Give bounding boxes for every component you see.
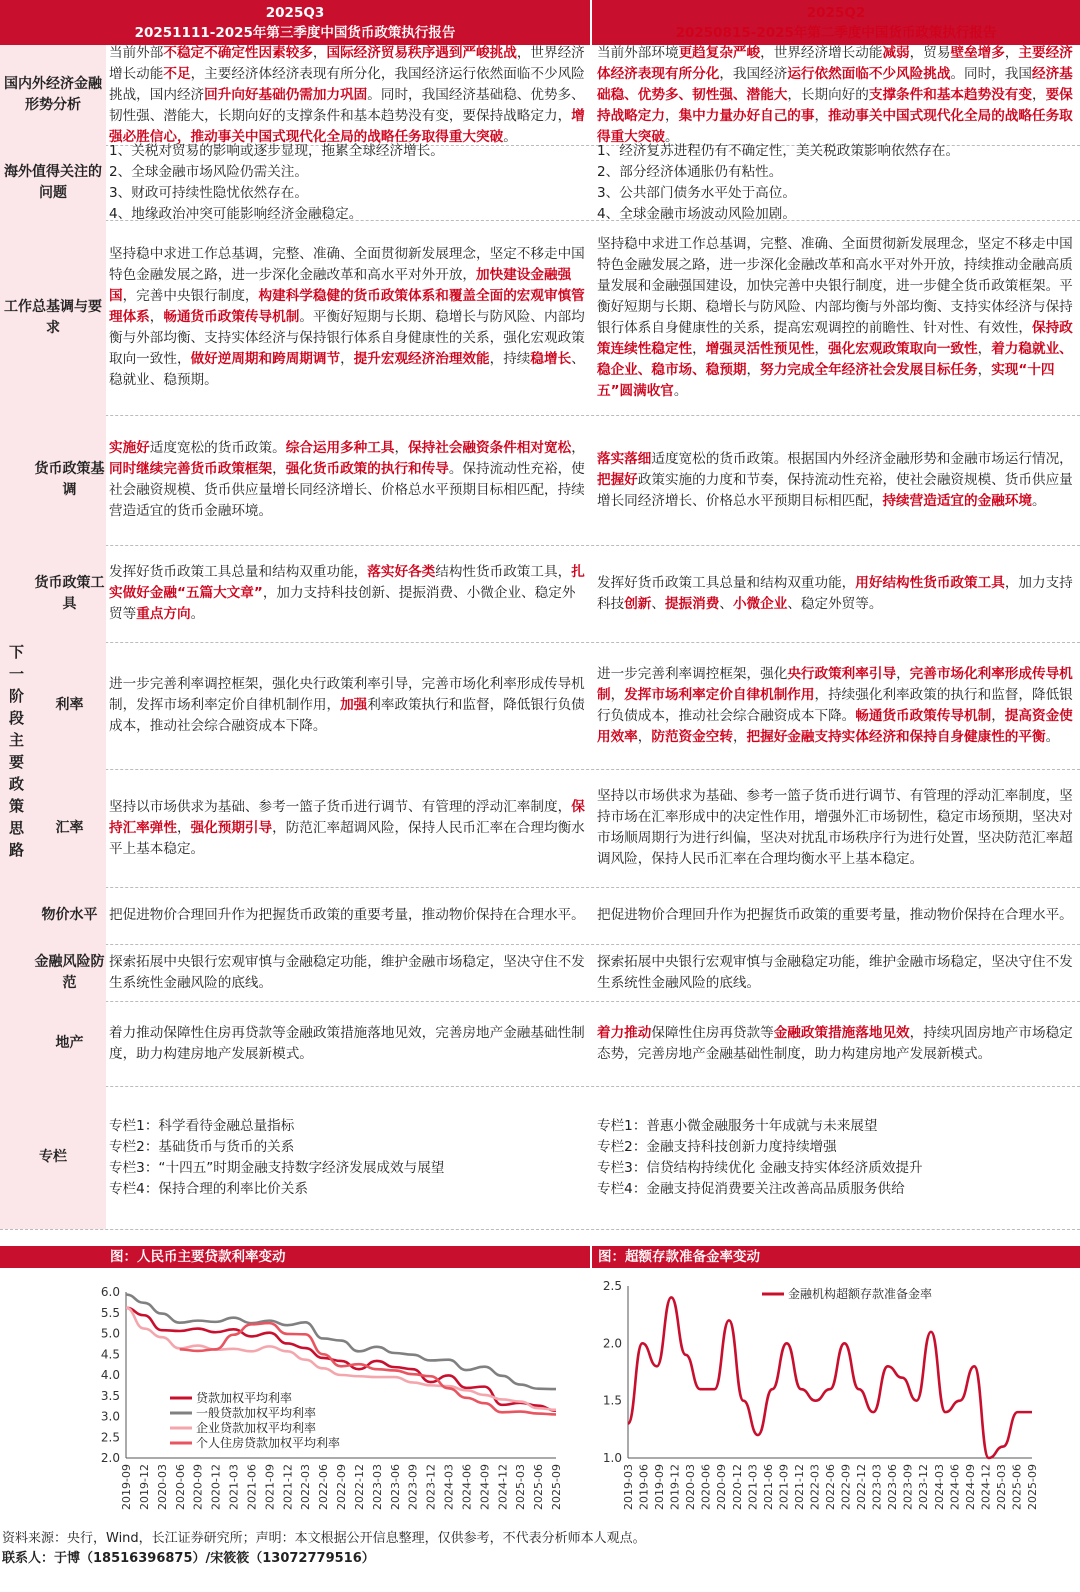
- highlight-text: 金融政策措施落地见效: [773, 1024, 910, 1041]
- legend-label: 贷款加权平均利率: [196, 1391, 293, 1405]
- body-text: ，: [176, 819, 191, 836]
- highlight-text: 运行依然面临不少风险挑战: [787, 65, 951, 82]
- q2-cell: [597, 1086, 1075, 1229]
- x-tick-label: 2023-12: [424, 1464, 438, 1510]
- highlight-text: 支撑条件和基本趋势没有变: [868, 86, 1032, 103]
- y-tick-label: 2.5: [602, 1279, 622, 1293]
- table-row: [0, 769, 1080, 888]
- highlight-text: 畅通货币政策传导机制: [855, 707, 992, 724]
- x-tick-label: 2019-09: [653, 1464, 667, 1510]
- body-text: 进一步完善利率调控框架，强化: [597, 665, 788, 682]
- header-right-quarter: 2025Q2: [806, 5, 866, 21]
- q2-cell: [597, 1001, 1075, 1086]
- highlight-text: 增强灵活性预见性: [705, 340, 815, 357]
- highlight-text: 用好结构性货币政策工具: [855, 574, 1005, 591]
- series-line: [628, 1297, 1032, 1458]
- highlight-text: 着力稳就业、稳企业、稳市场、稳预期: [597, 340, 1073, 378]
- row-label: 海外值得关注的问题: [0, 145, 106, 220]
- body-text: 发挥好货币政策工具总量和结构双重功能，: [109, 564, 368, 580]
- body-text: ，主要经济体经济表现有所分化，我国经济运行依然面临不少风险挑战，国内经济: [109, 65, 585, 103]
- highlight-text: 增强必胜信心，推动事关中国式现代化全局的战略任务取得重大突破: [109, 107, 585, 145]
- chart-left-title: 图：人民币主要贷款利率变动: [0, 1246, 590, 1268]
- highlight-text: 扎实做好金融“五篇大文章”: [109, 564, 585, 601]
- x-tick-label: 2024-06: [460, 1464, 474, 1510]
- x-tick-label: 2020-12: [730, 1464, 744, 1510]
- q2-cell: [597, 944, 1075, 1001]
- body-text: ，: [896, 665, 910, 682]
- x-tick-label: 2019-09: [120, 1464, 133, 1510]
- highlight-text: 综合运用多种工具: [285, 440, 395, 456]
- q2-cell: [597, 220, 1075, 415]
- q3-cell: [109, 142, 585, 222]
- row-label: 汇率: [33, 769, 106, 887]
- x-tick-label: 2024-03: [932, 1464, 946, 1510]
- x-tick-label: 2023-09: [901, 1464, 915, 1510]
- x-tick-label: 2020-09: [191, 1464, 205, 1510]
- body-text: 。同时，我国: [950, 65, 1032, 82]
- highlight-text: 做好逆周期和跨周期调节: [190, 351, 341, 367]
- row-label: 利率: [33, 642, 106, 769]
- body-text: 把促进物价合理回升作为把握货币政策的重要考量，推动物价保持在合理水平。: [109, 907, 585, 923]
- highlight-text: 不稳定不确定性因素较多: [163, 44, 313, 61]
- highlight-text: 强化货币政策的执行和传导: [285, 461, 449, 477]
- x-tick-label: 2022-06: [317, 1464, 331, 1510]
- body-text: 。: [1032, 492, 1046, 509]
- q2-cell: [597, 769, 1075, 887]
- highlight-text: 集中力量办好自己的事: [678, 107, 815, 124]
- body-text: ，持续强化利率政策的执行和监督，降低银行负债成本，推动社会综合融资成本下降。: [597, 686, 1073, 724]
- q3-cell: [109, 45, 585, 145]
- q2-cell: [597, 415, 1075, 545]
- table-row: [0, 642, 1080, 770]
- body-text: 进一步完善利率调控框架，强化央行政策利率引导，完善市场化利率形成传导机制，发挥市场利率定价自律机制作用，: [109, 676, 585, 713]
- loan-rate-chart: [0, 1270, 590, 1525]
- body-text: 。保持流动性充裕，使社会融资规模、货币供应量增长同经济增长、价格总水平预期目标相匹配，持续营造适宜的货币金融环境。: [109, 461, 585, 519]
- x-tick-label: 2021-03: [746, 1464, 760, 1510]
- row-label: 地产: [33, 1001, 106, 1086]
- q2-cell: [597, 142, 1075, 222]
- highlight-text: 重点方向: [136, 606, 191, 622]
- table-row: [0, 1086, 1080, 1230]
- body-text: 1、经济复苏进程仍有不确定性，美关税政策影响依然存在。 2、部分经济体通胀仍有粘性。 3、公共部门债务水平处于高位。 4、全球金融市场波动风险加剧。: [597, 142, 960, 222]
- q3-cell: [109, 220, 585, 415]
- contact-info: 联系人：于博（18516396875）/宋筱筱（13072779516）: [2, 1551, 375, 1566]
- x-tick-label: 2019-12: [137, 1464, 151, 1510]
- body-text: 专栏1：普惠小微金融服务十年成就与未来展望 专栏2：金融支持科技创新力度持续增强 专栏3：信贷结构持续优化 金融支持实体经济质效提升 专栏4：金融支持促消费要关注改善高品质服务供给: [597, 1117, 923, 1197]
- highlight-text: 经济基础稳、优势多、韧性强、潜能大: [597, 65, 1073, 103]
- x-tick-label: 2025-06: [532, 1464, 546, 1510]
- body-text: 专栏1：科学看待金融总量指标 专栏2：基础货币与货币的关系 专栏3：“十四五”时期金融支持数字经济发展成效与展望 专栏4：保持合理的利率比价关系: [109, 1117, 445, 1197]
- body-text: 发挥好货币政策工具总量和结构双重功能，: [597, 574, 856, 591]
- x-tick-label: 2021-12: [281, 1464, 295, 1510]
- highlight-text: 不足: [163, 65, 191, 82]
- body-text: ，: [732, 728, 747, 745]
- source-note: 资料来源：央行，Wind，长江证券研究所；声明：本文根据公开信息整理，仅供参考，不代表分析师本人观点。: [2, 1531, 646, 1546]
- highlight-text: 着力推动: [597, 1024, 652, 1041]
- q3-cell: [109, 769, 585, 887]
- body-text: 结构性货币政策工具，: [435, 564, 572, 580]
- highlight-text: 提高资金使用效率: [597, 707, 1073, 745]
- highlight-text: 持续营造适宜的金融环境: [882, 492, 1032, 509]
- body-text: ，: [571, 440, 585, 456]
- body-text: ，: [664, 107, 679, 124]
- body-text: ，加力支持科技创新、提振消费、小微企业、稳定外贸等: [109, 585, 576, 622]
- body-text: ，世界经济增长动能: [760, 44, 883, 61]
- body-text: 、稳定外贸等。: [787, 595, 883, 612]
- x-tick-label: 2021-09: [777, 1464, 791, 1510]
- body-text: ，: [1004, 44, 1019, 61]
- x-tick-label: 2024-12: [496, 1464, 510, 1510]
- body-text: 当前外部: [109, 44, 164, 61]
- x-tick-label: 2023-06: [388, 1464, 402, 1510]
- body-text: ，防范汇率超调风险，保持人民币汇率在合理均衡水平上基本稳定。: [109, 819, 585, 857]
- highlight-text: 要保持战略定力: [597, 86, 1073, 124]
- x-tick-label: 2020-06: [173, 1464, 187, 1510]
- x-tick-label: 2019-03: [622, 1464, 635, 1510]
- body-text: ，: [977, 340, 992, 357]
- header-left: [0, 0, 590, 45]
- body-text: 适度宽松的货币政策。根据国内外经济金融形势和金融市场运行情况，: [651, 450, 1073, 467]
- x-tick-label: 2021-06: [245, 1464, 259, 1510]
- x-tick-label: 2019-06: [637, 1464, 651, 1510]
- y-tick-label: 4.0: [100, 1368, 120, 1382]
- highlight-text: 小微企业: [732, 595, 788, 612]
- q2-cell: [597, 642, 1075, 769]
- highlight-text: 壁垒增多: [950, 44, 1005, 61]
- highlight-text: 加强: [340, 697, 368, 713]
- highlight-text: 更趋复杂严峻: [678, 44, 761, 61]
- x-tick-label: 2023-09: [406, 1464, 420, 1510]
- highlight-text: 加快建设金融强国: [109, 267, 572, 304]
- highlight-text: 强化宏观政策取向一致性: [828, 340, 978, 357]
- q2-cell: [597, 545, 1075, 642]
- x-tick-label: 2024-09: [478, 1464, 492, 1510]
- highlight-text: 落实好各类: [367, 564, 436, 580]
- body-text: 、稳就业、稳预期。: [109, 351, 585, 388]
- body-text: ，持续巩固房地产市场稳定态势，完善房地产金融基础性制度，助力构建房地产发展新模式。: [597, 1024, 1073, 1062]
- x-tick-label: 2025-03: [994, 1464, 1008, 1510]
- x-tick-label: 2022-12: [352, 1464, 366, 1510]
- q3-cell: [109, 1001, 585, 1086]
- x-tick-label: 2025-06: [1010, 1464, 1024, 1510]
- body-text: ，世界经济增长动能: [109, 44, 585, 82]
- body-text: 。平衡好短期与长期、稳增长与防风险、内部均衡与外部均衡、支持实体经济与保持银行体系自身健康性的关系，强化宏观政策取向一致性，: [109, 309, 585, 367]
- table-row: [0, 944, 1080, 1002]
- y-tick-label: 2.5: [100, 1430, 120, 1445]
- x-tick-label: 2023-06: [886, 1464, 900, 1510]
- body-text: ，: [637, 728, 652, 745]
- header-right: [592, 0, 1080, 45]
- table-row: [0, 142, 1080, 222]
- highlight-text: 把握好: [597, 471, 638, 488]
- x-tick-label: 2020-03: [155, 1464, 169, 1510]
- y-tick-label: 3.5: [100, 1388, 120, 1403]
- body-text: 当前外部环境: [597, 44, 679, 61]
- x-tick-label: 2025-03: [514, 1464, 528, 1510]
- x-tick-label: 2021-06: [761, 1464, 775, 1510]
- body-text: ，: [1032, 86, 1046, 103]
- x-tick-label: 2022-03: [299, 1464, 313, 1510]
- x-tick-label: 2025-09: [1026, 1464, 1039, 1510]
- row-label: 货币政策工具: [33, 545, 106, 642]
- body-text: 。: [664, 128, 679, 145]
- body-text: 、: [719, 595, 733, 612]
- y-tick-label: 6.0: [100, 1285, 120, 1299]
- body-text: ，持续: [489, 351, 531, 367]
- body-text: 坚持以市场供求为基础、参考一篮子货币进行调节、有管理的浮动汇率制度，: [109, 798, 572, 815]
- y-tick-label: 5.0: [100, 1326, 120, 1341]
- body-text: ，: [814, 107, 829, 124]
- body-text: 。: [673, 382, 688, 399]
- y-tick-label: 2.0: [100, 1451, 120, 1465]
- x-tick-label: 2022-09: [335, 1464, 348, 1510]
- q3-cell: [109, 887, 585, 944]
- body-text: ，长期向好的: [787, 86, 869, 103]
- body-text: 利率政策执行和监督，降低银行负债成本，推动社会综合融资成本下降。: [109, 697, 585, 734]
- highlight-text: 完善市场化利率形成传导机制: [597, 665, 1073, 703]
- body-text: ，: [692, 340, 706, 357]
- q3-cell: [109, 545, 585, 642]
- excess-reserve-chart: [592, 1270, 1080, 1525]
- body-text: 着力推动保障性住房再贷款等金融政策措施落地见效，完善房地产金融基础性制度，助力构建房地产发展新模式。: [109, 1024, 585, 1062]
- chart-right-title: 图：超额存款准备金率变动: [592, 1246, 1080, 1268]
- highlight-text: 发挥市场利率定价自律机制作用: [624, 686, 815, 703]
- body-text: ，加力支持科技: [597, 574, 1073, 612]
- body-text: ，: [746, 361, 761, 378]
- body-text: ，: [149, 309, 164, 325]
- q3-cell: [109, 1086, 585, 1229]
- highlight-text: 提振消费: [664, 595, 720, 612]
- body-text: ，: [977, 361, 992, 378]
- table-row: [0, 1001, 1080, 1087]
- x-tick-label: 2020-12: [209, 1464, 223, 1510]
- y-tick-label: 1.0: [602, 1451, 622, 1465]
- body-text: ，我国经济: [719, 65, 788, 82]
- legend-label: 金融机构超额存款准备金率: [788, 1287, 933, 1301]
- body-text: 、: [651, 595, 665, 612]
- table-row: [0, 887, 1080, 945]
- highlight-text: 回升向好基础仍需加力巩固: [204, 86, 368, 103]
- x-tick-label: 2019-12: [668, 1464, 682, 1510]
- q2-cell: [597, 887, 1075, 944]
- highlight-text: 央行政策利率引导: [787, 665, 897, 682]
- body-text: ，完善中央银行制度，: [122, 288, 259, 304]
- row-label: 专栏: [0, 1086, 106, 1229]
- highlight-text: 稳增长: [530, 351, 572, 367]
- header-left-title: 20251111-2025年第三季度中国货币政策执行报告: [134, 25, 456, 41]
- x-tick-label: 2024-12: [979, 1464, 993, 1510]
- y-tick-label: 5.5: [100, 1305, 120, 1320]
- body-text: 。: [503, 128, 517, 145]
- row-label: 金融风险防范: [33, 944, 106, 1001]
- table-row: [0, 220, 1080, 416]
- body-text: 坚持以市场供求为基础、参考一篮子货币进行调节、有管理的浮动汇率制度，坚持市场在汇率形成中的决定性作用，增强外汇市场韧性，稳定市场预期，坚决对市场顺周期行为进行纠偏，坚决对扰乱市场秩序行为进行处置，坚决防范汇率超调风险，保持人民币汇率在合理均衡水平上基本稳定。: [597, 788, 1073, 867]
- y-tick-label: 3.0: [100, 1409, 120, 1424]
- x-tick-label: 2022-12: [855, 1464, 869, 1510]
- x-tick-label: 2022-03: [808, 1464, 822, 1510]
- highlight-text: 实现“十四五”圆满收官: [597, 361, 1055, 399]
- row-label: 国内外经济金融形势分析: [0, 45, 106, 145]
- highlight-text: 国际经济贸易秩序遇到严峻挑战: [326, 44, 517, 61]
- body-text: 1、关税对贸易的影响或逐步显现，拖累全球经济增长。 2、全球金融市场风险仍需关注。 3、财政可持续性隐忧依然存在。 4、地缘政治冲突可能影响经济金融稳定。: [109, 142, 444, 222]
- highlight-text: 防范资金空转: [651, 728, 733, 745]
- x-tick-label: 2022-09: [839, 1464, 853, 1510]
- highlight-text: 推动事关中国式现代化全局的战略任务取得重大突破: [597, 107, 1073, 145]
- row-label: 货币政策基调: [33, 415, 106, 545]
- highlight-text: 把握好金融支持实体经济和保持自身健康性的平衡: [746, 728, 1046, 745]
- body-text: 。: [190, 606, 205, 622]
- body-text: 适度宽松的货币政策。: [149, 440, 286, 456]
- header-right-title: 20250815-2025年第二季度中国货币政策执行报告: [675, 25, 997, 41]
- q2-cell: [597, 45, 1075, 145]
- body-text: 。同时，我国经济基础稳、优势多、韧性强、潜能大，长期向好的支撑条件和基本趋势没有变，要保持战略定力，: [109, 86, 585, 124]
- body-text: ，: [312, 44, 327, 61]
- body-text: ，: [394, 440, 409, 456]
- table-row: [0, 545, 1080, 643]
- table-row: [0, 415, 1080, 546]
- body-text: 坚持稳中求进工作总基调，完整、准确、全面贯彻新发展理念，坚定不移走中国特色金融发展之路，进一步深化金融改革和高水平对外开放，: [109, 246, 585, 283]
- y-tick-label: 1.5: [602, 1393, 622, 1408]
- legend-label: 一般贷款加权平均利率: [196, 1406, 317, 1420]
- body-text: ，: [991, 707, 1005, 724]
- legend-label: 个人住房贷款加权平均利率: [196, 1436, 341, 1450]
- vertical-section-label: 下 一 阶 段 主 要 政 策 思 路: [0, 415, 33, 1086]
- highlight-text: 同时继续完善货币政策框架: [109, 461, 273, 477]
- x-tick-label: 2021-09: [263, 1464, 277, 1510]
- x-tick-label: 2024-06: [948, 1464, 962, 1510]
- body-text: 政策实施的力度和节奏，保持流动性充裕，使社会融资规模、货币供应量增长同经济增长、价格总水平预期目标相匹配，: [597, 471, 1073, 509]
- y-tick-label: 2.0: [602, 1336, 622, 1351]
- body-text: ，: [272, 461, 286, 477]
- y-tick-label: 4.5: [100, 1347, 120, 1362]
- highlight-text: 保持社会融资条件相对宽松: [408, 440, 572, 456]
- highlight-text: 保持政策连续性稳定性: [597, 319, 1073, 357]
- row-label: 工作总基调与要求: [0, 220, 106, 415]
- body-text: 探索拓展中央银行宏观审慎与金融稳定功能，维护金融市场稳定，坚决守住不发生系统性金融风险的底线。: [597, 953, 1073, 991]
- highlight-text: 主要经济体经济表现有所分化: [597, 44, 1073, 82]
- x-tick-label: 2023-03: [870, 1464, 884, 1510]
- highlight-text: 实施好: [109, 440, 150, 456]
- x-tick-label: 2023-03: [370, 1464, 384, 1510]
- x-tick-label: 2020-03: [684, 1464, 698, 1510]
- highlight-text: 努力完成全年经济社会发展目标任务: [760, 361, 978, 378]
- q3-cell: [109, 944, 585, 1001]
- body-text: ，: [340, 351, 354, 367]
- body-text: 保障性住房再贷款等: [651, 1024, 774, 1041]
- highlight-text: 提升宏观经济治理效能: [353, 351, 490, 367]
- highlight-text: 减弱: [882, 44, 910, 61]
- x-tick-label: 2020-06: [699, 1464, 713, 1510]
- highlight-text: 构建科学稳健的货币政策体系和覆盖全面的宏观审慎管理体系: [109, 288, 585, 325]
- highlight-text: 落实落细: [597, 450, 652, 467]
- table-row: [0, 45, 1080, 146]
- highlight-text: 保持汇率弹性: [109, 798, 585, 836]
- legend-label: 企业贷款加权平均利率: [196, 1421, 317, 1435]
- q3-cell: [109, 642, 585, 769]
- highlight-text: 畅通货币政策传导机制: [163, 309, 300, 325]
- x-tick-label: 2023-12: [917, 1464, 931, 1510]
- x-tick-label: 2024-03: [442, 1464, 456, 1510]
- body-text: ，: [610, 686, 625, 703]
- highlight-text: 强化预期引导: [190, 819, 273, 836]
- x-tick-label: 2024-09: [963, 1464, 977, 1510]
- x-tick-label: 2021-12: [792, 1464, 806, 1510]
- row-label: 物价水平: [33, 887, 106, 944]
- x-tick-label: 2021-03: [227, 1464, 241, 1510]
- body-text: ，贸易: [909, 44, 951, 61]
- body-text: 探索拓展中央银行宏观审慎与金融稳定功能，维护金融市场稳定，坚决守住不发生系统性金融风险的底线。: [109, 953, 585, 991]
- q3-cell: [109, 415, 585, 545]
- highlight-text: 创新: [624, 595, 652, 612]
- body-text: 。: [1045, 728, 1060, 745]
- x-tick-label: 2020-09: [715, 1464, 729, 1510]
- x-tick-label: 2025-09: [550, 1464, 563, 1510]
- x-tick-label: 2022-06: [824, 1464, 837, 1510]
- header-left-quarter: 2025Q3: [265, 5, 325, 21]
- body-text: 坚持稳中求进工作总基调，完整、准确、全面贯彻新发展理念，坚定不移走中国特色金融发展之路，进一步深化金融改革和高水平对外开放，持续推动金融高质量发展和金融强国建设，加快完善中央银行制度，进一步健全货币政策框架。平衡好短期与长期、稳增长与防风险、内部均衡与外部均衡、支持实体经济与保持银行体系自身健康性的关系，提高宏观调控的前瞻性、针对性、有效性，: [597, 235, 1073, 336]
- body-text: ，: [814, 340, 829, 357]
- body-text: 把促进物价合理回升作为把握货币政策的重要考量，推动物价保持在合理水平。: [597, 907, 1073, 923]
